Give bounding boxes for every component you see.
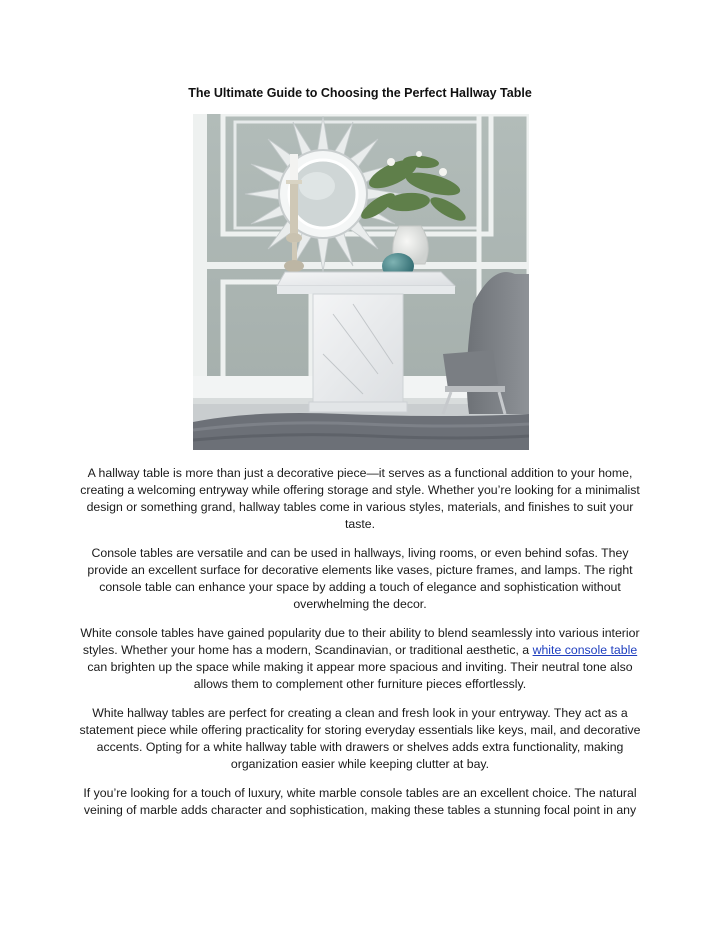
article-body xyxy=(78,465,642,831)
paragraph-3 xyxy=(78,625,642,693)
paragraph-5: If you’re looking for a touch of luxury, white marble console tables are an excellent choice. The natural veining of marble adds character and sophistication, making these tables a stunning focal point in any xyxy=(83,786,637,817)
document-title: The Ultimate Guide to Choosing the Perfect Hallway Table xyxy=(188,86,532,100)
paragraph-2: Console tables are versatile and can be used in hallways, living rooms, or even behind sofas. They provide an excellent surface for decorative elements like vases, picture frames, and lamps. The right console table can enhance your space by adding a touch of elegance and sophistication without overwhelming the decor. xyxy=(87,546,633,611)
white-console-table-link[interactable]: white console table xyxy=(532,643,638,657)
paragraph-3-text-before: White console tables have gained popularity due to their ability to blend seamlessly into various interior styles. Whether your home has a modern, Scandinavian, or traditional aesthetic, a xyxy=(80,626,640,657)
paragraph-4: White hallway tables are perfect for creating a clean and fresh look in your entryway. They act as a statement piece while offering practicality for storing everyday essentials like keys, mail, and decorative accents. Opting for a white hallway table with drawers or shelves adds extra functionality, making organization easier while keeping clutter at bay. xyxy=(79,706,641,771)
hallway-table-photo xyxy=(193,114,529,450)
paragraph-1: A hallway table is more than just a decorative piece—it serves as a functional addition to your home, creating a welcoming entryway while offering storage and style. Whether you’re looking for a minimalist design or something grand, hallway tables come in various styles, materials, and finishes to suit your taste. xyxy=(80,466,640,531)
paragraph-3-text-after: can brighten up the space while making it appear more spacious and inviting. Their neutral tone also allows them to complement other furniture pieces effortlessly. xyxy=(87,660,633,691)
